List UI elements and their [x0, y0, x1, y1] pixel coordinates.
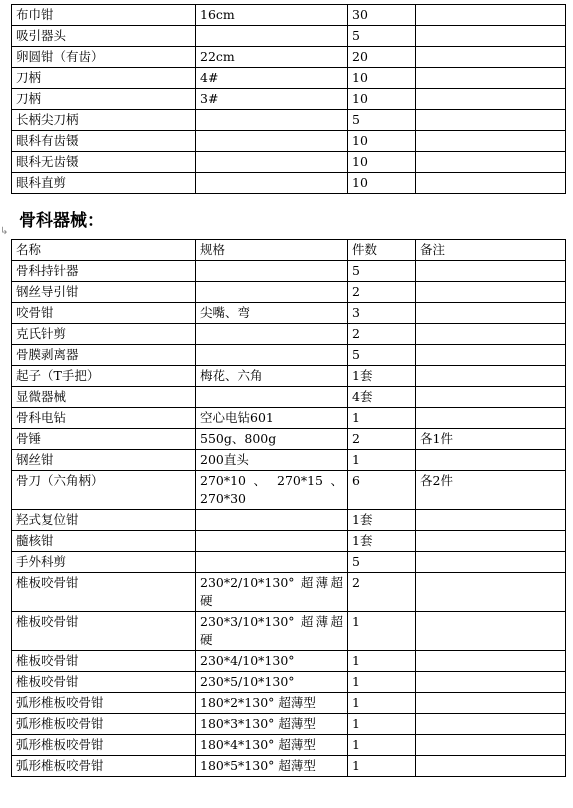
- spec-cell: 16cm: [196, 5, 348, 26]
- instrument-table-top: [11, 4, 566, 194]
- note-cell: [416, 510, 566, 531]
- note-cell: [416, 387, 566, 408]
- spec-cell: [196, 387, 348, 408]
- table-row: [12, 429, 566, 450]
- note-cell: [416, 303, 566, 324]
- table-row: [12, 672, 566, 693]
- name-cell: 吸引器头: [12, 26, 196, 47]
- spec-cell: 180*4*130° 超薄型: [196, 735, 348, 756]
- name-cell: 眼科直剪: [12, 173, 196, 194]
- note-cell: [416, 5, 566, 26]
- spec-cell: [196, 173, 348, 194]
- spec-cell: 4#: [196, 68, 348, 89]
- table-row: [12, 68, 566, 89]
- count-cell: 2: [348, 282, 416, 303]
- table-row: [12, 651, 566, 672]
- note-cell: 各2件: [416, 471, 566, 510]
- count-cell: 5: [348, 345, 416, 366]
- note-cell: [416, 366, 566, 387]
- name-cell: 椎板咬骨钳: [12, 573, 196, 612]
- table-row: [12, 612, 566, 651]
- table-row: [12, 366, 566, 387]
- note-cell: [416, 672, 566, 693]
- note-cell: [416, 450, 566, 471]
- spec-cell: 梅花、六角: [196, 366, 348, 387]
- name-cell: 钢丝钳: [12, 450, 196, 471]
- count-cell: 10: [348, 131, 416, 152]
- name-cell: 椎板咬骨钳: [12, 612, 196, 651]
- paragraph-marker-icon: ↳: [0, 226, 9, 237]
- spec-cell: [196, 131, 348, 152]
- count-cell: 5: [348, 26, 416, 47]
- spec-cell: [196, 345, 348, 366]
- spec-cell: 180*2*130° 超薄型: [196, 693, 348, 714]
- note-cell: [416, 131, 566, 152]
- count-cell: 10: [348, 152, 416, 173]
- table-row: [12, 408, 566, 429]
- table-row: [12, 387, 566, 408]
- name-cell: 羟式复位钳: [12, 510, 196, 531]
- note-cell: [416, 26, 566, 47]
- name-cell: 弧形椎板咬骨钳: [12, 756, 196, 777]
- spec-cell: 180*3*130° 超薄型: [196, 714, 348, 735]
- note-cell: [416, 89, 566, 110]
- name-cell: 骨科电钻: [12, 408, 196, 429]
- note-cell: [416, 756, 566, 777]
- table-row: [12, 531, 566, 552]
- table-row: [12, 573, 566, 612]
- count-cell: 1: [348, 450, 416, 471]
- note-cell: [416, 714, 566, 735]
- table-row: [12, 693, 566, 714]
- header-note: 备注: [416, 240, 566, 261]
- name-cell: 弧形椎板咬骨钳: [12, 714, 196, 735]
- name-cell: 骨科持针器: [12, 261, 196, 282]
- spec-cell: 3#: [196, 89, 348, 110]
- table-row: [12, 324, 566, 345]
- note-cell: [416, 612, 566, 651]
- table-row: [12, 131, 566, 152]
- note-cell: [416, 552, 566, 573]
- table-row: [12, 152, 566, 173]
- note-cell: [416, 47, 566, 68]
- table-row: [12, 261, 566, 282]
- count-cell: 10: [348, 173, 416, 194]
- count-cell: 10: [348, 68, 416, 89]
- spec-cell: [196, 282, 348, 303]
- spec-cell: 270*10 、 270*15 、270*30: [196, 471, 348, 510]
- table-row: [12, 26, 566, 47]
- note-cell: 各1件: [416, 429, 566, 450]
- spec-cell: [196, 324, 348, 345]
- name-cell: 眼科有齿镊: [12, 131, 196, 152]
- name-cell: 髓核钳: [12, 531, 196, 552]
- note-cell: [416, 408, 566, 429]
- count-cell: 2: [348, 573, 416, 612]
- note-cell: [416, 693, 566, 714]
- spec-cell: 180*5*130° 超薄型: [196, 756, 348, 777]
- count-cell: 10: [348, 89, 416, 110]
- spec-cell: [196, 552, 348, 573]
- table-row: [12, 173, 566, 194]
- note-cell: [416, 68, 566, 89]
- count-cell: 1套: [348, 366, 416, 387]
- name-cell: 椎板咬骨钳: [12, 672, 196, 693]
- name-cell: 椎板咬骨钳: [12, 651, 196, 672]
- name-cell: 弧形椎板咬骨钳: [12, 735, 196, 756]
- name-cell: 长柄尖刀柄: [12, 110, 196, 131]
- note-cell: [416, 651, 566, 672]
- count-cell: 2: [348, 324, 416, 345]
- name-cell: 骨锤: [12, 429, 196, 450]
- count-cell: 3: [348, 303, 416, 324]
- count-cell: 1: [348, 756, 416, 777]
- header-count: 件数: [348, 240, 416, 261]
- count-cell: 1: [348, 714, 416, 735]
- table-row: [12, 47, 566, 68]
- name-cell: 克氏针剪: [12, 324, 196, 345]
- name-cell: 刀柄: [12, 68, 196, 89]
- table-row: [12, 735, 566, 756]
- count-cell: 6: [348, 471, 416, 510]
- spec-cell: 22cm: [196, 47, 348, 68]
- name-cell: 显微器械: [12, 387, 196, 408]
- count-cell: 1套: [348, 531, 416, 552]
- name-cell: 手外科剪: [12, 552, 196, 573]
- count-cell: 1: [348, 693, 416, 714]
- spec-cell: 200直头: [196, 450, 348, 471]
- header-name: 名称: [12, 240, 196, 261]
- count-cell: 20: [348, 47, 416, 68]
- name-cell: 起子（T手把）: [12, 366, 196, 387]
- note-cell: [416, 345, 566, 366]
- count-cell: 1套: [348, 510, 416, 531]
- name-cell: 咬骨钳: [12, 303, 196, 324]
- name-cell: 骨膜剥离器: [12, 345, 196, 366]
- name-cell: 弧形椎板咬骨钳: [12, 693, 196, 714]
- table-row: [12, 756, 566, 777]
- spec-cell: 230*5/10*130°: [196, 672, 348, 693]
- spec-cell: 230*2/10*130° 超薄超硬: [196, 573, 348, 612]
- spec-cell: [196, 261, 348, 282]
- spec-cell: [196, 152, 348, 173]
- spec-cell: 空心电钻601: [196, 408, 348, 429]
- table-row: [12, 510, 566, 531]
- name-cell: 眼科无齿镊: [12, 152, 196, 173]
- count-cell: 5: [348, 110, 416, 131]
- note-cell: [416, 531, 566, 552]
- count-cell: 5: [348, 552, 416, 573]
- count-cell: 30: [348, 5, 416, 26]
- note-cell: [416, 735, 566, 756]
- spec-cell: 550g、800g: [196, 429, 348, 450]
- note-cell: [416, 152, 566, 173]
- name-cell: 刀柄: [12, 89, 196, 110]
- count-cell: 4套: [348, 387, 416, 408]
- note-cell: [416, 110, 566, 131]
- count-cell: 1: [348, 408, 416, 429]
- note-cell: [416, 324, 566, 345]
- table-row: [12, 552, 566, 573]
- note-cell: [416, 261, 566, 282]
- count-cell: 1: [348, 612, 416, 651]
- name-cell: 钢丝导引钳: [12, 282, 196, 303]
- table-row: [12, 5, 566, 26]
- spec-cell: 尖嘴、弯: [196, 303, 348, 324]
- count-cell: 1: [348, 735, 416, 756]
- section-heading: 骨科器械：: [19, 211, 104, 231]
- spec-cell: [196, 26, 348, 47]
- table-row: [12, 345, 566, 366]
- note-cell: [416, 282, 566, 303]
- table-row: [12, 714, 566, 735]
- spec-cell: [196, 510, 348, 531]
- spec-cell: 230*4/10*130°: [196, 651, 348, 672]
- spec-cell: [196, 531, 348, 552]
- count-cell: 1: [348, 651, 416, 672]
- note-cell: [416, 173, 566, 194]
- table-row: [12, 471, 566, 510]
- count-cell: 1: [348, 672, 416, 693]
- spec-cell: [196, 110, 348, 131]
- count-cell: 5: [348, 261, 416, 282]
- name-cell: 骨刀（六角柄）: [12, 471, 196, 510]
- table-row: [12, 303, 566, 324]
- table-row: [12, 282, 566, 303]
- count-cell: 2: [348, 429, 416, 450]
- table-row: [12, 89, 566, 110]
- name-cell: 布巾钳: [12, 5, 196, 26]
- orthopedic-instrument-table: [11, 239, 566, 777]
- table-row: [12, 450, 566, 471]
- spec-cell: 230*3/10*130° 超薄超硬: [196, 612, 348, 651]
- name-cell: 卵圆钳（有齿）: [12, 47, 196, 68]
- table-header-row: [12, 240, 566, 261]
- note-cell: [416, 573, 566, 612]
- table-row: [12, 110, 566, 131]
- header-spec: 规格: [196, 240, 348, 261]
